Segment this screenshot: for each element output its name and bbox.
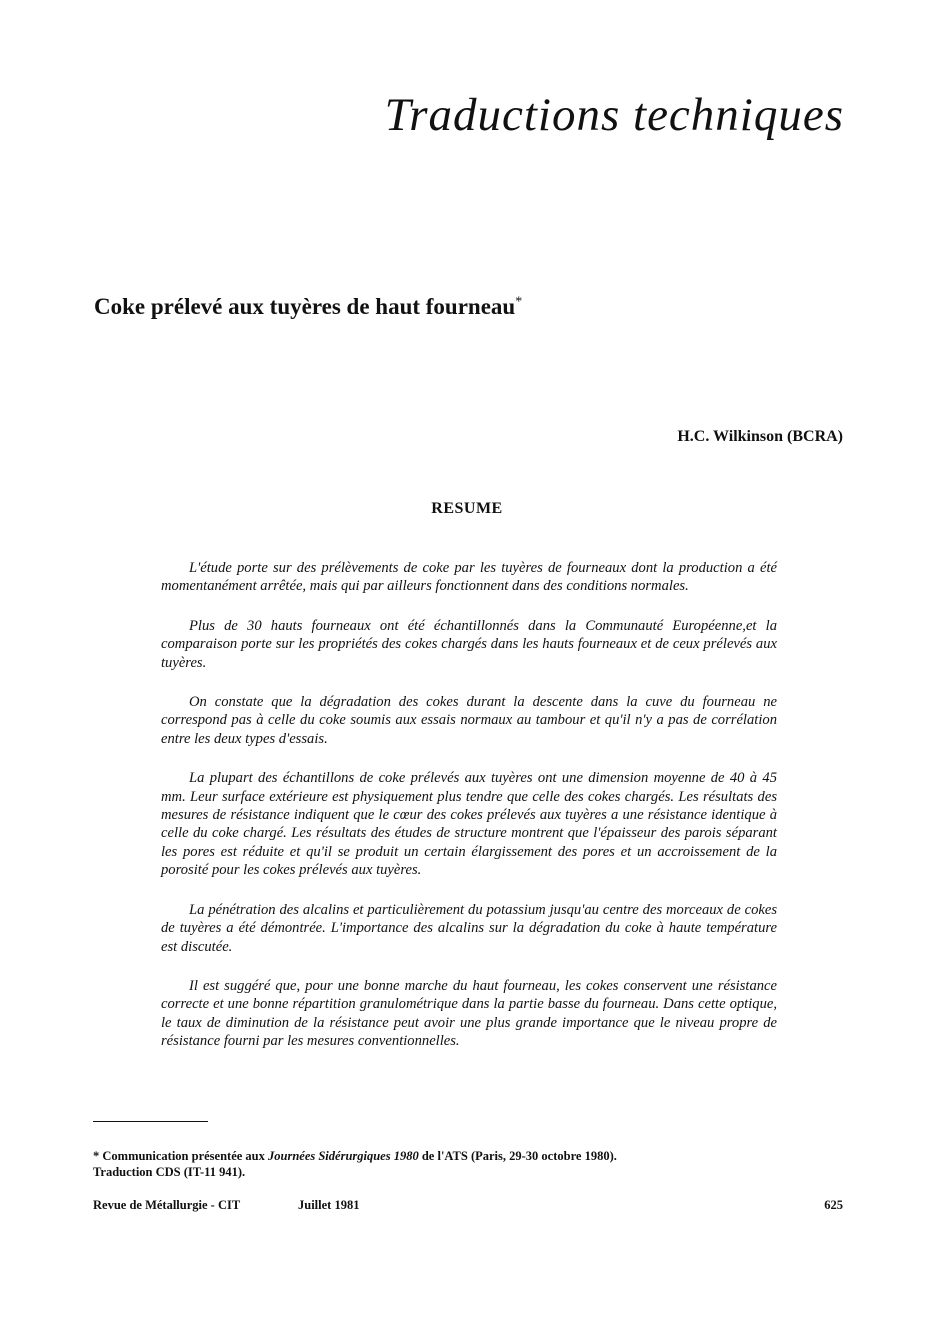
abstract-heading: RESUME: [431, 500, 503, 517]
page-footer: [93, 1198, 843, 1216]
author: H.C. Wilkinson (BCRA): [677, 428, 843, 445]
abstract-paragraph: On constate que la dégradation des cokes durant la descente dans la cuve du fourneau ne correspond pas à celle du coke soumis aux essais normaux au tambour et qu'il n'y a pas de corrélation entre les deux types d'essais.: [161, 694, 777, 747]
issue-date: Juillet 1981: [298, 1198, 360, 1212]
abstract-paragraph: La pénétration des alcalins et particulièrement du potassium jusqu'au centre des morceaux de cokes de tuyères a été démontrée. L'importance des alcalins sur la dégradation du coke à haute température est discutée.: [161, 901, 777, 955]
journal-name: Revue de Métallurgie - CIT: [93, 1198, 241, 1212]
footnote-suffix: de l'ATS (Paris, 29-30 octobre 1980).: [421, 1149, 617, 1163]
footnote-marker: *: [93, 1149, 100, 1163]
footnote-event: Journées Sidérurgiques 1980: [268, 1149, 419, 1163]
abstract-paragraph: La plupart des échantillons de coke prélevés aux tuyères ont une dimension moyenne de 40 à 45 mm. Leur surface extérieure est physiquement plus tendre que celle des cokes chargés. Les résultats des mesures de résistance indiquent que le cœur des cokes prélevés aux tuyères a une résistance identique à celle du coke chargé. Les résultats des études de structure montrent que l'épaisseur des parois séparant les pores est réduite et qu'il se produit un certain élargissement des pores et un accroissement de la porosité pour les cokes prélevés aux tuyères.: [161, 770, 777, 879]
footnote-translation: Traduction CDS (IT-11 941).: [93, 1165, 246, 1179]
footnote-divider: [93, 1121, 208, 1122]
footnote-line-1: [93, 1148, 793, 1164]
article-title: [94, 294, 522, 320]
abstract-paragraph: Plus de 30 hauts fourneaux ont été échantillonnés dans la Communauté Européenne,et la comparaison porte sur les propriétés des cokes chargés dans les hauts fourneaux et de ceux prélevés aux tuyères.: [161, 617, 777, 671]
abstract-paragraph: L'étude porte sur des prélèvements de coke par les tuyères de fourneaux dont la production a été momentanément arrêtée, mais qui par ailleurs fonctionnent dans des conditions normales.: [161, 560, 777, 595]
footnote-prefix: Communication présentée aux: [102, 1149, 265, 1163]
abstract-body: [161, 559, 777, 1072]
section-title: Traductions techniques: [384, 89, 844, 141]
abstract-paragraph: Il est suggéré que, pour une bonne marche du haut fourneau, les cokes conservent une résistance correcte et une bonne répartition granulométrique dans la partie basse du fourneau. Dans cette optique, le taux de diminution de la résistance peut avoir une plus grande importance que le niveau propre de résistance fourni par les mesures conventionnelles.: [161, 977, 777, 1050]
footnote-marker: *: [515, 294, 523, 310]
article-title-text: Coke prélevé aux tuyères de haut fourneau: [94, 294, 516, 319]
page-number: 625: [824, 1198, 843, 1212]
footnote: [93, 1148, 793, 1180]
